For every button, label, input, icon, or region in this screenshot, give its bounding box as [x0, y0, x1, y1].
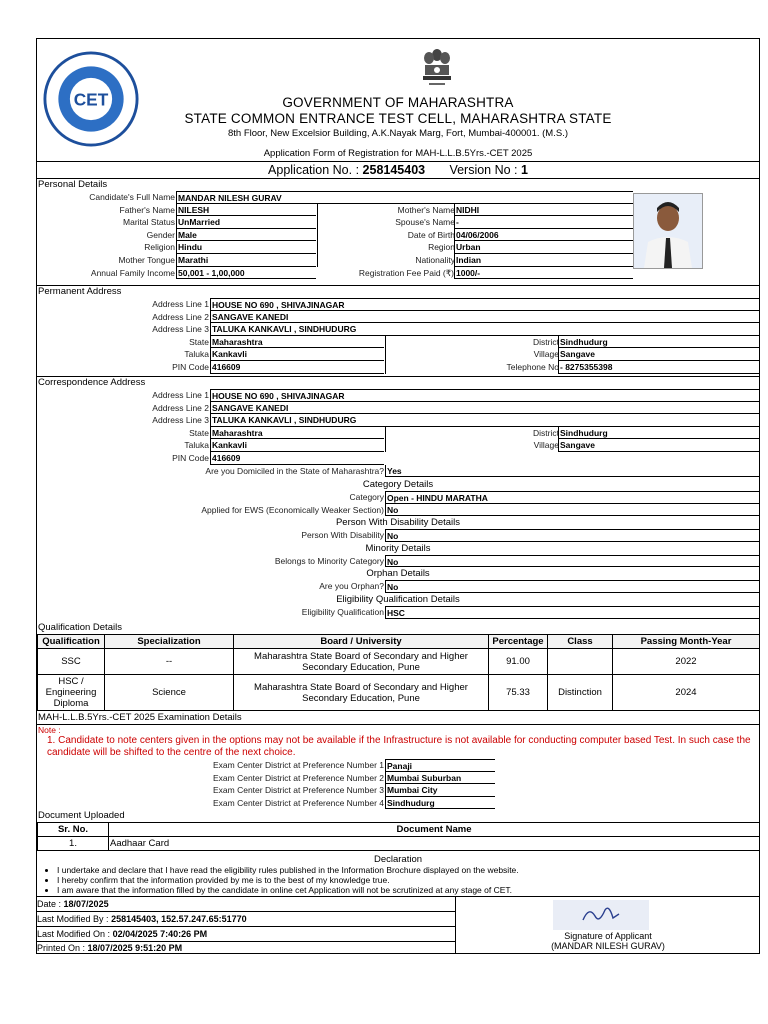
- board-header: Board / University: [234, 635, 489, 649]
- corr-line3-label: Address Line 3: [152, 415, 209, 426]
- category-value: Open - HINDU MARATHA: [385, 491, 759, 504]
- income-value: 50,001 - 1,00,000: [176, 267, 316, 280]
- domicile-label: Are you Domiciled in the State of Maharashtra?: [205, 465, 384, 476]
- perm-district-label: District: [385, 336, 559, 349]
- footer-modified-by: [37, 912, 455, 927]
- modified-on-value: 02/04/2025 7:40:26 PM: [112, 929, 208, 939]
- full-name-value: MANDAR NILESH GURAV: [176, 191, 633, 204]
- orphan-heading: Orphan Details: [366, 568, 430, 580]
- ews-label: Applied for EWS (Economically Weaker Section): [201, 504, 384, 515]
- permanent-address-heading: Permanent Address: [37, 285, 759, 298]
- marital-status-value: UnMarried: [176, 216, 316, 229]
- personal-details: [37, 191, 759, 287]
- class-header: Class: [548, 635, 613, 649]
- gender-label: Gender: [146, 229, 175, 240]
- perm-line1-label: Address Line 1: [152, 299, 209, 309]
- corr-line2-value: SANGAVE KANEDI: [210, 402, 759, 415]
- religion-value: Hindu: [176, 241, 316, 254]
- corr-taluka-value: Kankavli: [210, 439, 384, 452]
- signature-block: [457, 897, 759, 954]
- corr-village-value: Sangave: [558, 439, 759, 452]
- class-cell: Distinction: [548, 675, 613, 711]
- form-header: [37, 39, 759, 162]
- region-value: Urban: [454, 241, 633, 254]
- nationality-label: Nationality: [317, 254, 455, 267]
- dob-label: Date of Birth: [317, 229, 455, 242]
- percentage-cell: 91.00: [489, 649, 548, 675]
- pref3-label: Exam Center District at Preference Number 3: [212, 785, 384, 796]
- corr-line2-label: Address Line 2: [152, 402, 209, 413]
- signature-name: (MANDAR NILESH GURAV): [551, 941, 665, 951]
- footer-modified-on: [37, 927, 455, 942]
- permanent-address: [37, 285, 759, 374]
- sr-no-cell: 1.: [38, 837, 109, 851]
- full-name-label: Candidate's Full Name: [89, 192, 175, 202]
- minority-heading: Minority Details: [365, 542, 431, 554]
- qual-header: Qualification: [38, 635, 105, 649]
- documents-heading: Document Uploaded: [38, 810, 125, 821]
- sr-no-header: Sr. No.: [38, 823, 109, 837]
- national-emblem-icon: [419, 43, 455, 91]
- dob-value: 04/06/2006: [454, 229, 633, 242]
- father-name-label: Father's Name: [119, 204, 175, 215]
- perm-line3-label: Address Line 3: [152, 324, 209, 335]
- date-label: Date :: [37, 899, 62, 909]
- corr-pin-label: PIN Code: [172, 452, 209, 463]
- perm-pin-label: PIN Code: [172, 361, 209, 372]
- declaration-list: [37, 865, 759, 895]
- corr-district-label: District: [385, 427, 559, 440]
- mother-tongue-label: Mother Tongue: [118, 254, 175, 265]
- perm-tel-value: - 8275355398: [558, 361, 759, 374]
- document-name-cell: Aadhaar Card: [109, 837, 760, 851]
- qual-cell: HSC / Engineering Diploma: [38, 675, 105, 711]
- corr-line3-value: TALUKA KANKAVLI , SINDHUDURG: [210, 414, 759, 427]
- domicile-value: Yes: [385, 465, 759, 478]
- date-value: 18/07/2025: [63, 899, 109, 909]
- father-name-value: NILESH: [176, 204, 316, 217]
- svg-text:CET: CET: [73, 89, 109, 110]
- mother-name-value: NIDHI: [454, 204, 633, 217]
- printed-label: Printed On :: [37, 943, 86, 953]
- declaration-title: Declaration: [373, 854, 423, 865]
- perm-line2-label: Address Line 2: [152, 311, 209, 322]
- ews-value: No: [385, 504, 759, 517]
- orphan-value: No: [385, 580, 759, 593]
- correspondence-address: [37, 376, 759, 477]
- table-row: [38, 675, 760, 711]
- pref1-value: Panaji: [385, 759, 495, 772]
- nationality-value: Indian: [454, 254, 633, 267]
- eligibility-value: HSC: [385, 606, 759, 619]
- passing-header: Passing Month-Year: [613, 635, 760, 649]
- pref4-label: Exam Center District at Preference Number 4: [212, 797, 384, 808]
- marital-status-label: Marital Status: [123, 217, 175, 228]
- perm-state-value: Maharashtra: [210, 336, 384, 349]
- signature-label: Signature of Applicant: [564, 931, 652, 941]
- perm-district-value: Sindhudurg: [558, 336, 759, 349]
- declaration-item: • I undertake and declare that I have read the eligibility rules published in the Information Brochure displayed on the website.: [57, 865, 759, 875]
- application-number: 258145403: [362, 163, 426, 177]
- corr-line1-value: HOUSE NO 690 , SHIVAJINAGAR: [210, 389, 759, 402]
- perm-state-label: State: [189, 336, 209, 347]
- corr-pin-value: 416609: [210, 452, 384, 465]
- perm-village-value: Sangave: [558, 348, 759, 361]
- corr-village-label: Village: [385, 439, 559, 452]
- exam-heading: MAH-L.L.B.5Yrs.-CET 2025 Examination Details: [37, 712, 759, 725]
- category-section: [37, 478, 759, 619]
- version-number: 1: [521, 163, 528, 177]
- pwd-label: Person With Disability: [301, 530, 384, 541]
- footer-date: [37, 897, 455, 912]
- signature-image-icon: [553, 900, 649, 930]
- perm-taluka-label: Taluka: [184, 349, 209, 360]
- eligibility-label: Eligibility Qualification: [301, 606, 384, 617]
- personal-details-heading: Personal Details: [38, 179, 108, 190]
- fee-value: 1000/-: [454, 267, 633, 280]
- pref2-value: Mumbai Suburban: [385, 772, 495, 785]
- qualification-heading: Qualification Details: [38, 622, 122, 633]
- corr-taluka-label: Taluka: [184, 440, 209, 451]
- board-cell: Maharashtra State Board of Secondary and Higher Secondary Education, Pune: [234, 649, 489, 675]
- religion-label: Religion: [144, 242, 175, 253]
- declaration-section: [37, 854, 759, 895]
- perm-line1-value: HOUSE NO 690 , SHIVAJINAGAR: [210, 298, 759, 311]
- spec-header: Specialization: [105, 635, 234, 649]
- modified-by-value: 258145403, 152.57.247.65:51770: [111, 914, 247, 924]
- passing-cell: 2022: [613, 649, 760, 675]
- spec-cell: Science: [105, 675, 234, 711]
- percentage-header: Percentage: [489, 635, 548, 649]
- declaration-item: • I hereby confirm that the information provided by me is to the best of my knowledge true.: [57, 875, 759, 885]
- table-row: [38, 837, 760, 851]
- pwd-value: No: [385, 529, 759, 542]
- pref2-label: Exam Center District at Preference Number 2: [212, 772, 384, 783]
- form-footer: [37, 896, 759, 954]
- spec-cell: --: [105, 649, 234, 675]
- office-address: 8th Floor, New Excelsior Building, A.K.Nayak Marg, Fort, Mumbai-400001. (M.S.): [227, 128, 569, 139]
- note-label: Note :: [38, 725, 61, 735]
- document-name-header: Document Name: [109, 823, 760, 837]
- gender-value: Male: [176, 229, 316, 242]
- cet-cell-title: STATE COMMON ENTRANCE TEST CELL, MAHARASHTRA STATE: [184, 111, 612, 126]
- eligibility-heading: Eligibility Qualification Details: [336, 593, 460, 605]
- orphan-label: Are you Orphan?: [319, 581, 384, 592]
- category-label: Category: [349, 492, 384, 502]
- qual-cell: SSC: [38, 649, 105, 675]
- exam-section: [37, 712, 759, 809]
- modified-on-label: Last Modified On :: [37, 929, 111, 939]
- application-number-label: Application No. :: [268, 163, 360, 177]
- perm-tel-label: Telephone No: [385, 361, 559, 374]
- minority-label: Belongs to Minority Category: [274, 555, 384, 566]
- version-label: Version No :: [449, 163, 518, 177]
- perm-taluka-value: Kankavli: [210, 348, 384, 361]
- application-number-bar: [37, 162, 759, 179]
- perm-pin-value: 416609: [210, 361, 384, 374]
- correspondence-address-heading: Correspondence Address: [37, 376, 759, 389]
- application-form: [36, 38, 760, 954]
- pref3-value: Mumbai City: [385, 784, 495, 797]
- pref4-value: Sindhudurg: [385, 797, 495, 810]
- printed-value: 18/07/2025 9:51:20 PM: [87, 943, 183, 953]
- board-cell: Maharashtra State Board of Secondary and Higher Secondary Education, Pune: [234, 675, 489, 711]
- spouse-name-label: Spouse's Name: [317, 216, 455, 229]
- region-label: Region: [317, 241, 455, 254]
- qualification-table: [37, 634, 760, 711]
- fee-label: Registration Fee Paid (₹): [358, 267, 454, 278]
- corr-district-value: Sindhudurg: [558, 427, 759, 440]
- pref1-label: Exam Center District at Preference Number 1: [212, 760, 384, 770]
- perm-line3-value: TALUKA KANKAVLI , SINDHUDURG: [210, 323, 759, 336]
- footer-meta: [37, 897, 456, 954]
- class-cell: [548, 649, 613, 675]
- documents-section: [37, 810, 760, 851]
- perm-line2-value: SANGAVE KANEDI: [210, 311, 759, 324]
- mother-name-label: Mother's Name: [317, 204, 455, 217]
- passing-cell: 2024: [613, 675, 760, 711]
- category-heading: Category Details: [362, 479, 434, 490]
- mother-tongue-value: Marathi: [176, 254, 316, 267]
- government-title: GOVERNMENT OF MAHARASHTRA: [282, 95, 514, 110]
- pwd-heading: Person With Disability Details: [335, 517, 461, 529]
- corr-state-value: Maharashtra: [210, 427, 384, 440]
- table-row: [38, 649, 760, 675]
- corr-state-label: State: [189, 427, 209, 438]
- declaration-item: • I am aware that the information filled by the candidate in online cet Application will not be scrutinized at any stage of CET.: [57, 885, 759, 895]
- income-label: Annual Family Income: [90, 267, 175, 278]
- form-title: Application Form of Registration for MAH-L.L.B.5Yrs.-CET 2025: [263, 148, 533, 159]
- perm-village-label: Village: [385, 348, 559, 361]
- percentage-cell: 75.33: [489, 675, 548, 711]
- documents-table: [37, 822, 760, 851]
- minority-value: No: [385, 555, 759, 568]
- modified-by-label: Last Modified By :: [37, 914, 109, 924]
- corr-line1-label: Address Line 1: [152, 390, 209, 400]
- spouse-name-value: -: [454, 216, 633, 229]
- exam-note: 1. Candidate to note centers given in the options may not be available if the Infrastructure is not available for conducting computer based Test. In such case the candidate will be shifted to the centre of the next choice.: [47, 735, 751, 758]
- footer-printed-on: [37, 942, 455, 955]
- qualification-section: [37, 622, 760, 711]
